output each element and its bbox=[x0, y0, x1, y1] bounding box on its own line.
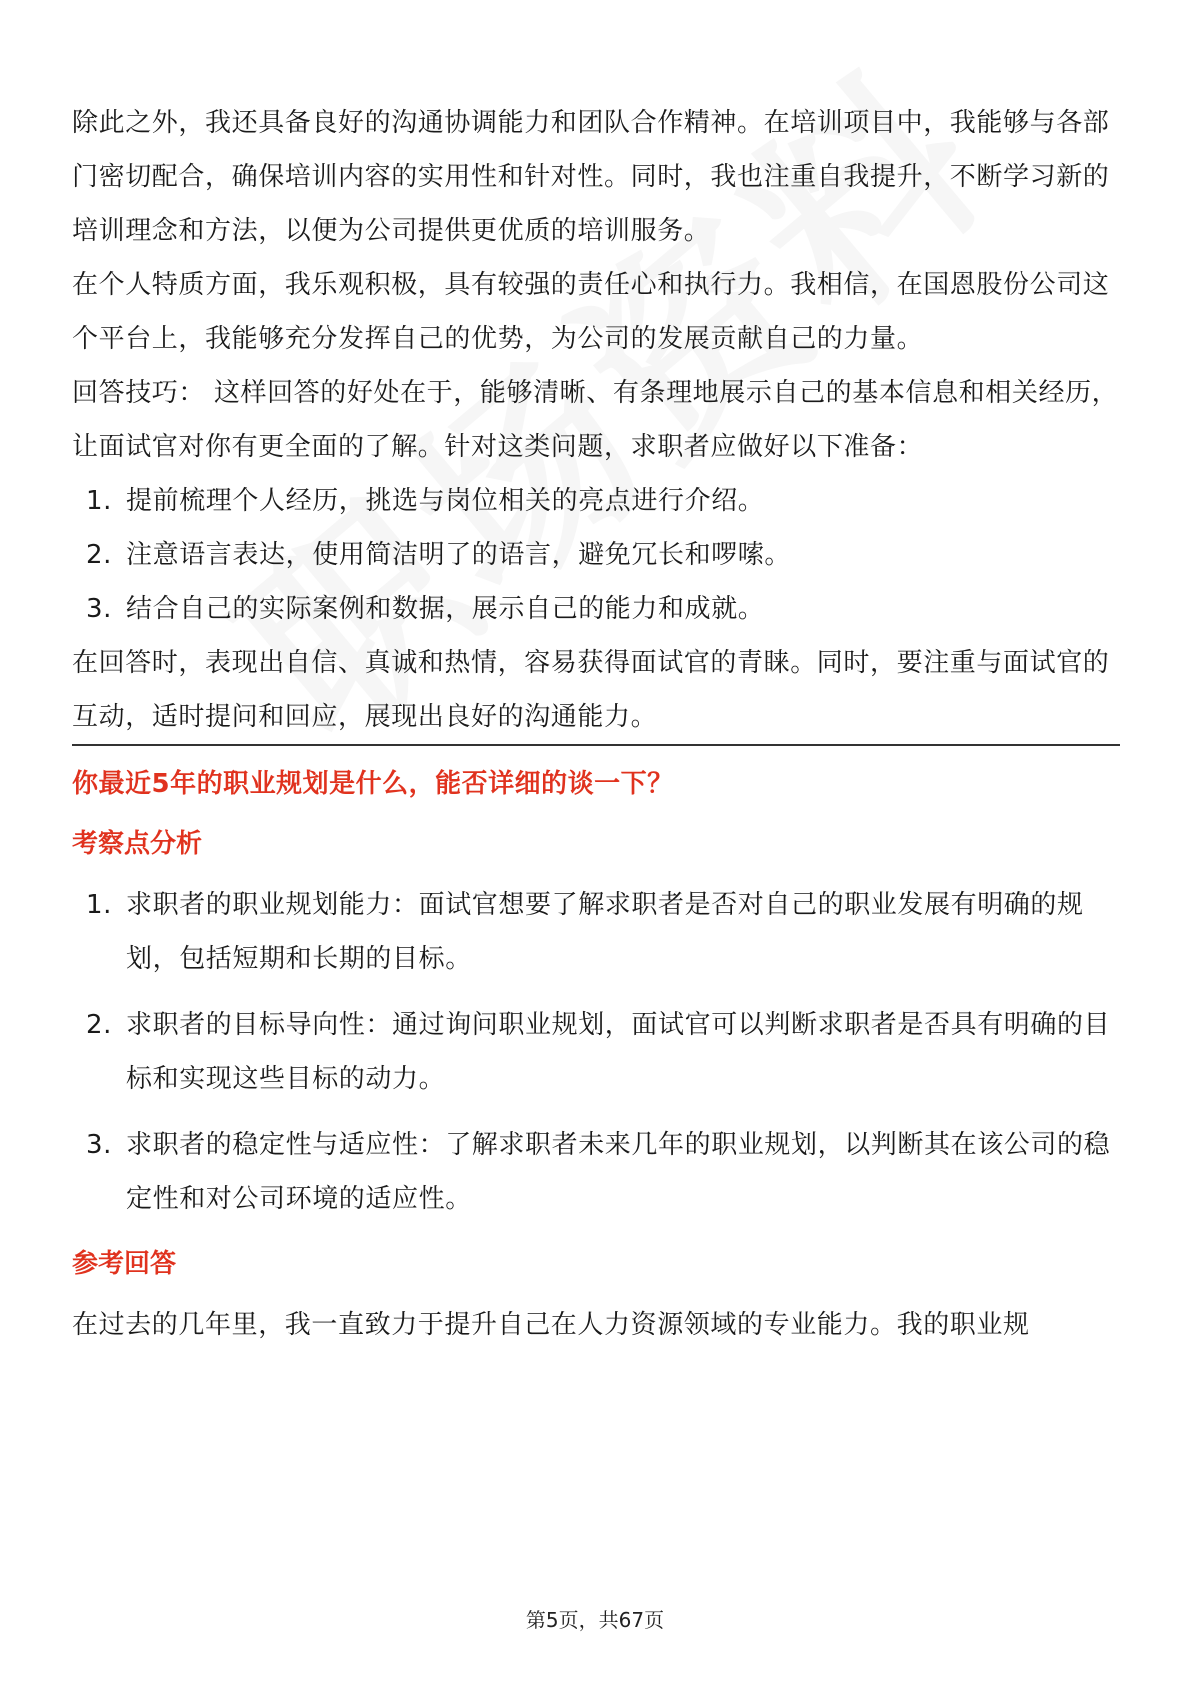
reference-heading: 参考回答 bbox=[72, 1249, 177, 1279]
paragraph-communication: 除此之外，我还具备良好的沟通协调能力和团队合作精神。在培训项目中，我能够与各部门密切配合，确保培训内容的实用性和针对性。同时，我也注重自我提升，不断学习新的培训理念和方法，以便为公司提供更优质的培训服务。 bbox=[72, 108, 1110, 246]
tips-list bbox=[72, 474, 1120, 636]
analysis-list bbox=[72, 878, 1120, 1226]
list-item: 2. 注意语言表达，使用简洁明了的语言，避免冗长和啰嗦。 bbox=[86, 540, 792, 570]
analysis-heading: 考察点分析 bbox=[72, 829, 203, 859]
list-item: 1. 求职者的职业规划能力：面试官想要了解求职者是否对自己的职业发展有明确的规划，包括短期和长期的目标。 bbox=[86, 890, 1084, 974]
list-item: 2. 求职者的目标导向性：通过询问职业规划，面试官可以判断求职者是否具有明确的目标和实现这些目标的动力。 bbox=[86, 1010, 1111, 1094]
list-item: 3. 结合自己的实际案例和数据，展示自己的能力和成就。 bbox=[86, 594, 765, 624]
paragraph-closing: 在回答时，表现出自信、真诚和热情，容易获得面试官的青睐。同时，要注重与面试官的互动，适时提问和回应，展现出良好的沟通能力。 bbox=[72, 648, 1110, 732]
paragraph-answer-tips: 回答技巧： 这样回答的好处在于，能够清晰、有条理地展示自己的基本信息和相关经历，让面试官对你有更全面的了解。针对这类问题，求职者应做好以下准备： bbox=[72, 378, 1119, 462]
list-item: 1. 提前梳理个人经历，挑选与岗位相关的亮点进行介绍。 bbox=[86, 486, 765, 516]
question-title: 你最近5年的职业规划是什么，能否详细的谈一下？ bbox=[72, 769, 674, 799]
section-divider bbox=[72, 744, 1120, 746]
paragraph-reference-answer: 在过去的几年里，我一直致力于提升自己在人力资源领域的专业能力。我的职业规 bbox=[72, 1310, 1030, 1340]
list-item: 3. 求职者的稳定性与适应性：了解求职者未来几年的职业规划，以判断其在该公司的稳定性和对公司环境的适应性。 bbox=[86, 1130, 1111, 1214]
page-footer: 第5页，共67页 bbox=[525, 1608, 665, 1632]
paragraph-personal-traits: 在个人特质方面，我乐观积极，具有较强的责任心和执行力。我相信，在国恩股份公司这个平台上，我能够充分发挥自己的优势，为公司的发展贡献自己的力量。 bbox=[72, 270, 1110, 354]
document-page bbox=[72, 96, 1120, 1352]
